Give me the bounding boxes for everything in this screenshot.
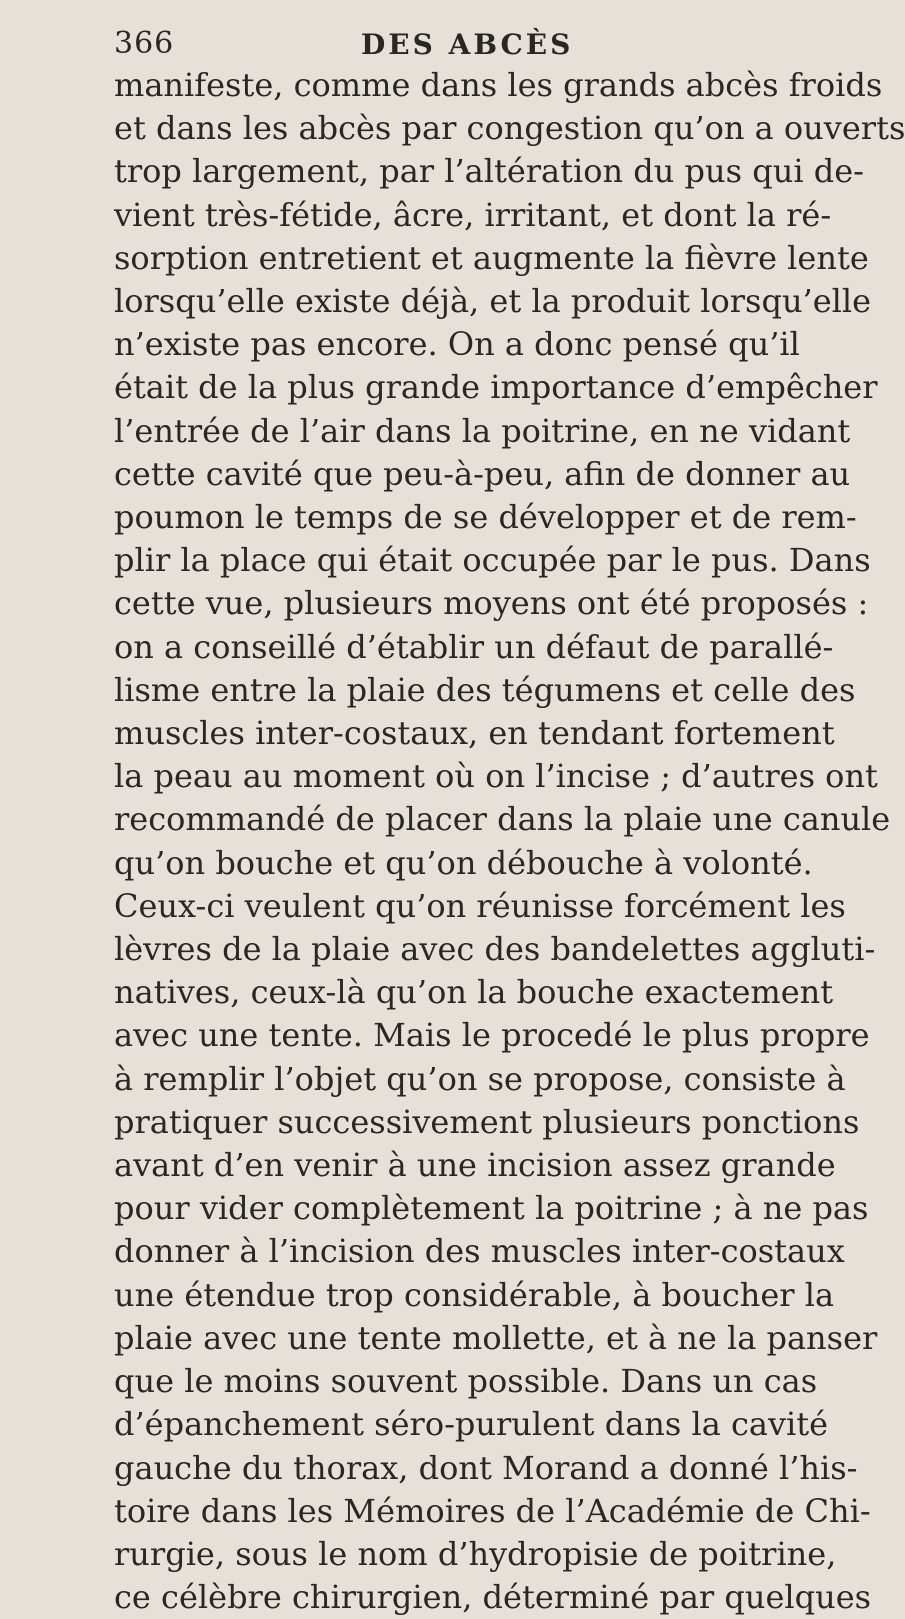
page-number: 366 (114, 26, 175, 61)
text-line: plaie avec une tente mollette, et à ne la panser (114, 1318, 878, 1357)
text-line: cette cavité que peu-à-peu, afin de donner au (114, 454, 851, 493)
text-line: on a conseillé d’établir un défaut de parallé- (114, 627, 834, 666)
text-line: lisme entre la plaie des tégumens et celle des (114, 670, 856, 709)
text-line: gauche du thorax, dont Morand a donné l’his- (114, 1448, 858, 1487)
text-line: plir la place qui était occupée par le pus. Dans (114, 541, 871, 580)
body-paragraph (114, 64, 905, 1619)
text-line: lèvres de la plaie avec des bandelettes aggluti- (114, 930, 876, 969)
text-line: recommandé de placer dans la plaie une canule (114, 800, 891, 839)
text-line: toire dans les Mémoires de l’Académie de Chi- (114, 1491, 871, 1530)
text-line: que le moins souvent possible. Dans un cas (114, 1362, 818, 1401)
text-line: d’épanchement séro-purulent dans la cavité (114, 1405, 829, 1444)
text-line: ce célèbre chirurgien, déterminé par quelques (114, 1578, 872, 1617)
text-line: rurgie, sous le nom d’hydropisie de poitrine, (114, 1534, 837, 1573)
text-line: manifeste, comme dans les grands abcès froids (114, 66, 883, 104)
text-line: sorption entretient et augmente la fièvre lente (114, 238, 869, 277)
running-head (114, 0, 766, 64)
text-line: avant d’en venir à une incision assez grande (114, 1146, 836, 1185)
text-line: et dans les abcès par congestion qu’on a ouverts (114, 109, 905, 148)
text-line: à remplir l’objet qu’on se propose, consiste à (114, 1059, 846, 1098)
running-title: DES ABCÈS (361, 28, 574, 61)
text-line: pratiquer successivement plusieurs ponctions (114, 1102, 860, 1141)
text-line: poumon le temps de se développer et de rem- (114, 498, 857, 537)
text-line: l’entrée de l’air dans la poitrine, en ne vidant (114, 411, 851, 450)
text-line: cette vue, plusieurs moyens ont été proposés : (114, 584, 869, 623)
text-line: lorsqu’elle existe déjà, et la produit lorsqu’elle (114, 282, 872, 321)
text-line: la peau au moment où on l’incise ; d’autres ont (114, 757, 878, 796)
text-line: muscles inter-costaux, en tendant fortement (114, 714, 835, 753)
text-line: pour vider complètement la poitrine ; à ne pas (114, 1189, 869, 1228)
text-line: était de la plus grande importance d’empêcher (114, 368, 878, 407)
text-line: donner à l’incision des muscles inter-costaux (114, 1232, 845, 1271)
text-line: une étendue trop considérable, à boucher la (114, 1275, 835, 1314)
text-line: Ceux-ci veulent qu’on réunisse forcément les (114, 886, 846, 925)
text-line: trop largement, par l’altération du pus qui de- (114, 152, 864, 191)
text-line: n’existe pas encore. On a donc pensé qu’il (114, 325, 800, 364)
text-line: qu’on bouche et qu’on débouche à volonté. (114, 843, 813, 882)
text-line: natives, ceux-là qu’on la bouche exactement (114, 973, 834, 1012)
text-line: vient très-fétide, âcre, irritant, et dont la ré- (114, 195, 832, 234)
text-line: avec une tente. Mais le procedé le plus propre (114, 1016, 870, 1055)
